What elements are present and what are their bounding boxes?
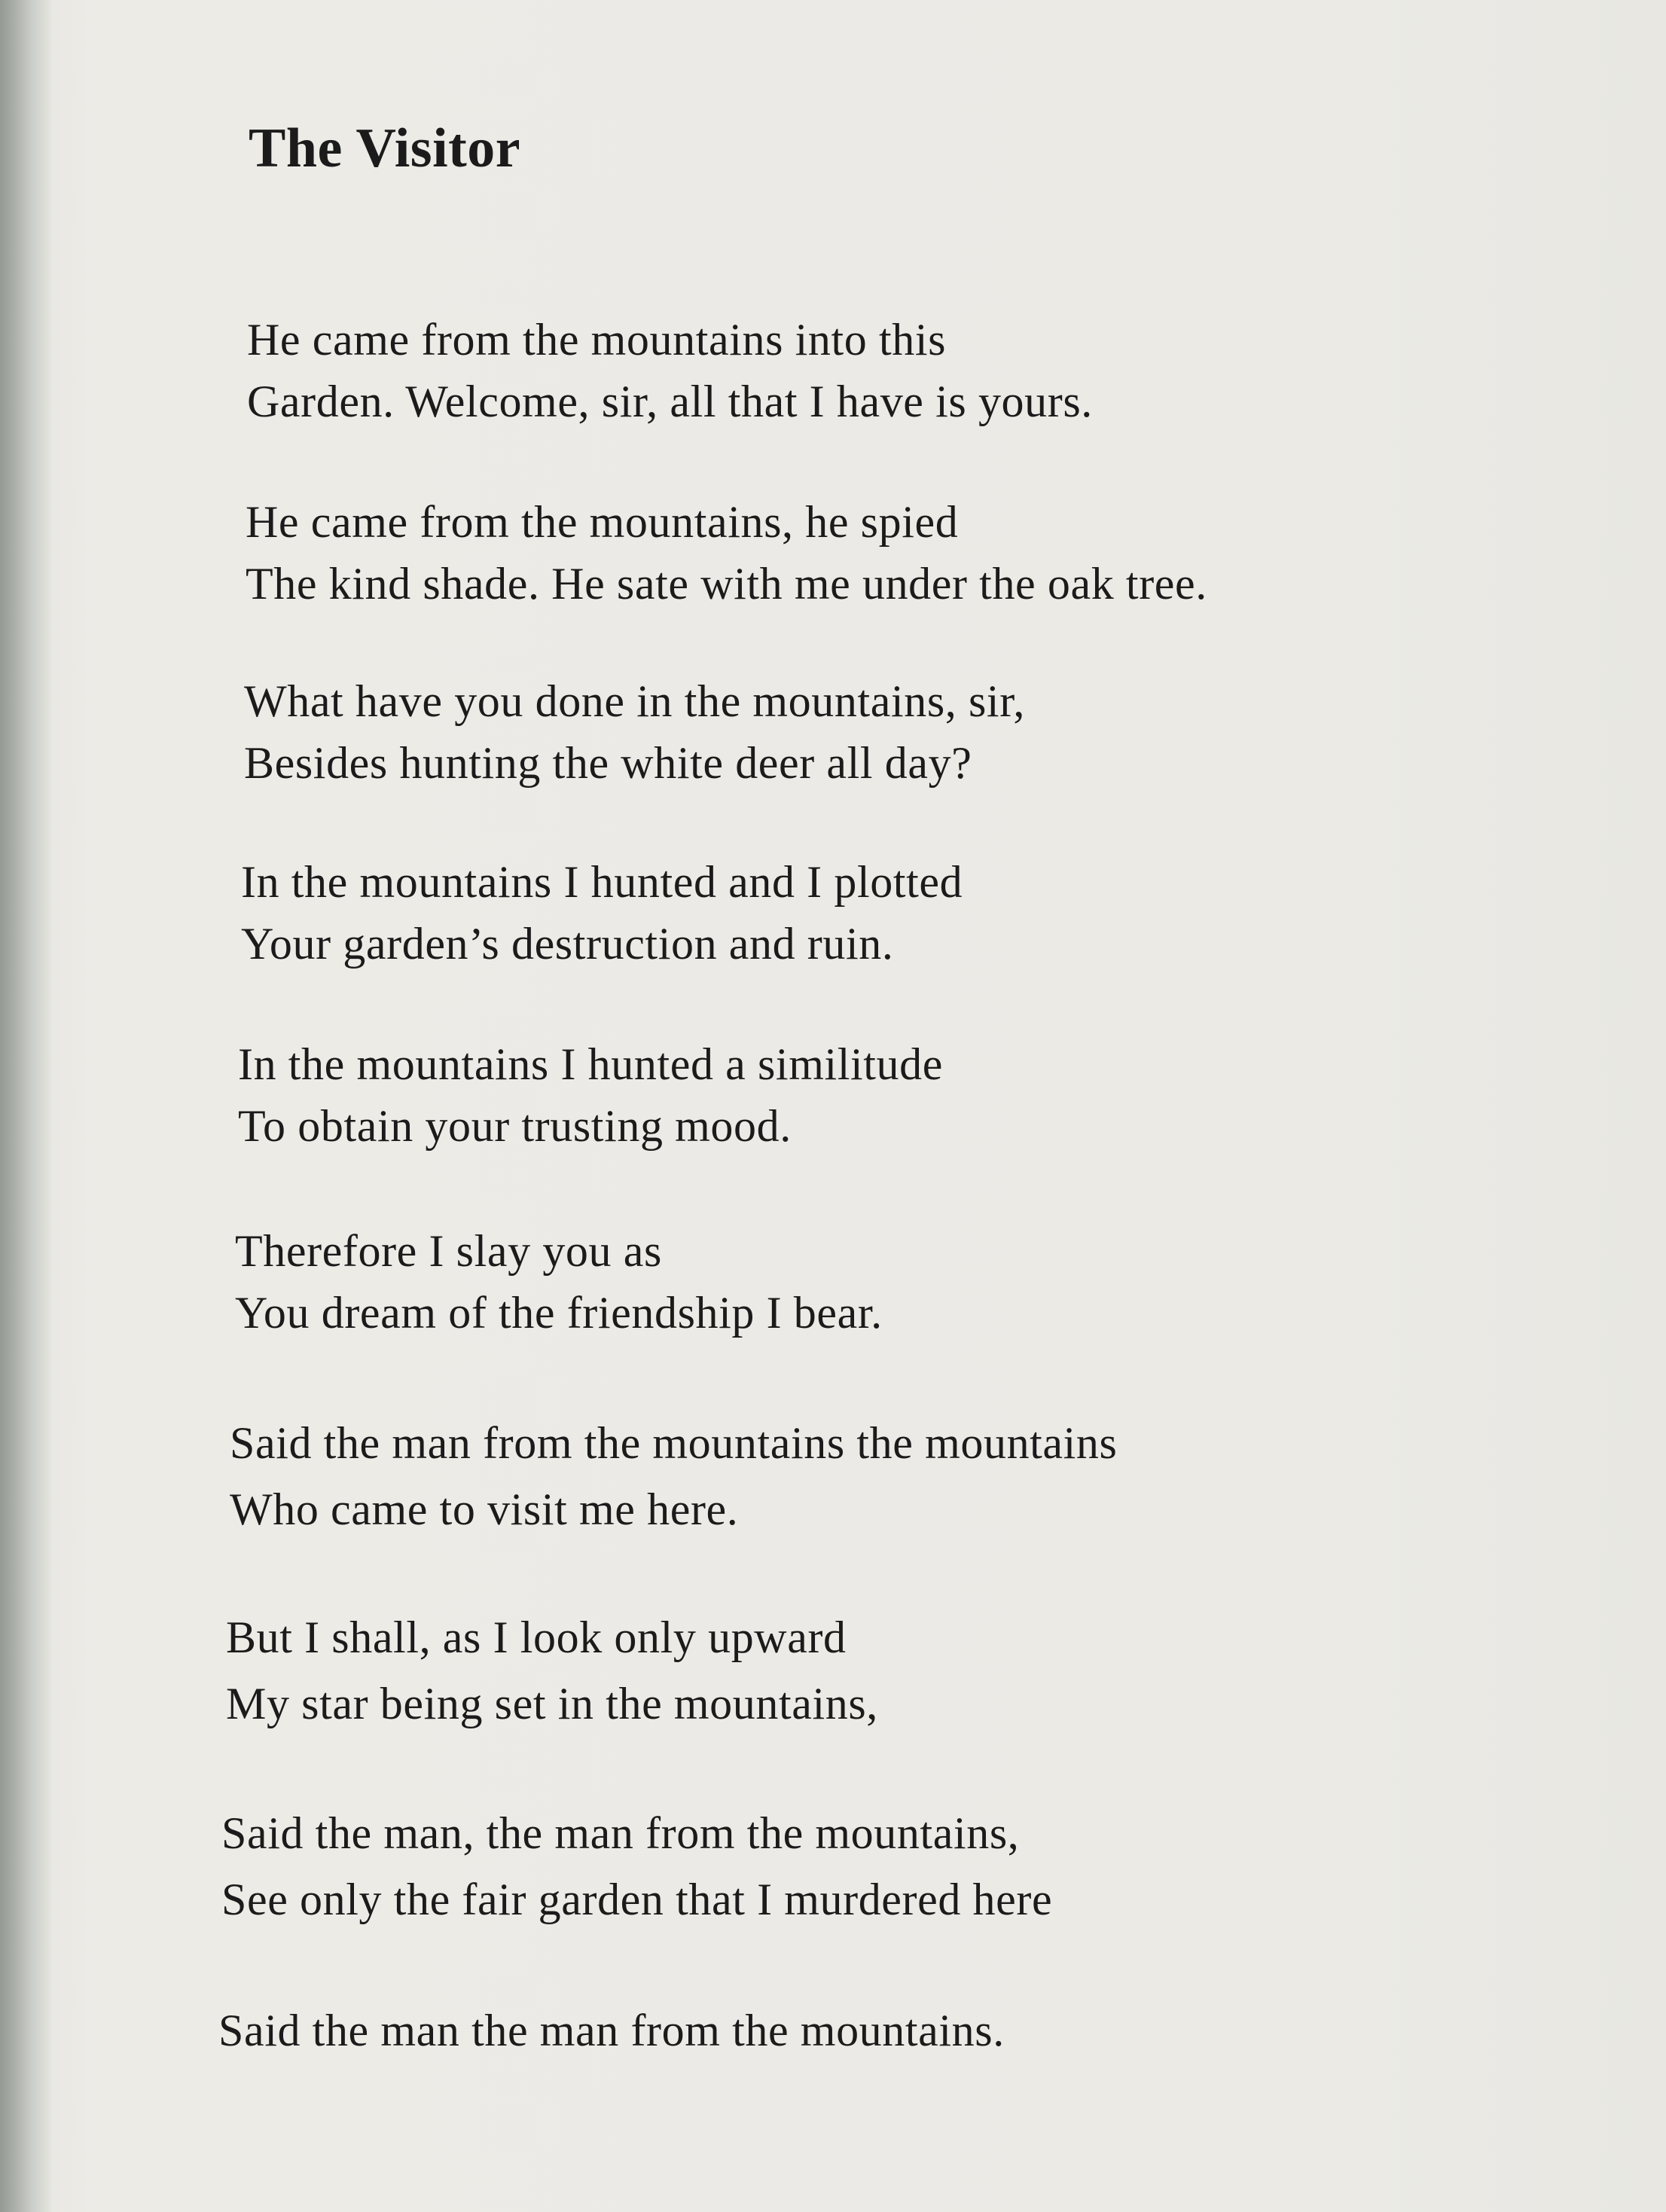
stanza-8 [226,1604,878,1737]
poem-line: My star being set in the mountains, [226,1679,878,1728]
poem-line: Besides hunting the white deer all day? [244,738,972,788]
stanza-4 [241,851,963,975]
poem-line: In the mountains I hunted and I plotted [241,857,963,907]
stanza-6 [235,1220,883,1344]
poem-line: Your garden’s destruction and ruin. [241,919,894,969]
poem-line: He came from the mountains, he spied [246,497,959,547]
stanza-5 [238,1033,943,1157]
stanza-1 [247,309,1093,432]
poem-line: Who came to visit me here. [230,1484,739,1534]
poem-line: See only the fair garden that I murdered here [221,1875,1053,1924]
stanza-10 [218,2000,1005,2061]
poem-line: But I shall, as I look only upward [226,1612,847,1662]
poem-line: Therefore I slay you as [235,1226,662,1276]
poem-line: He came from the mountains into this [247,315,947,365]
poem-line: What have you done in the mountains, sir, [244,676,1025,726]
poem-line: In the mountains I hunted a similitude [238,1039,943,1089]
stanza-2 [246,491,1207,615]
poem-line: You dream of the friendship I bear. [235,1288,883,1338]
page-binding-shadow [0,0,53,2212]
poem-line: Said the man, the man from the mountains, [221,1808,1020,1858]
poem-line: The kind shade. He sate with me under the oak tree. [246,559,1207,609]
poem-title: The Visitor [249,117,521,179]
poem-line: Said the man the man from the mountains. [218,2006,1005,2055]
poem-line: To obtain your trusting mood. [238,1101,792,1151]
poem-line: Said the man from the mountains the mountains [230,1418,1118,1468]
stanza-9 [221,1800,1052,1933]
stanza-3 [244,670,1025,794]
stanza-7 [230,1410,1117,1542]
poem-line: Garden. Welcome, sir, all that I have is yours. [247,377,1093,426]
